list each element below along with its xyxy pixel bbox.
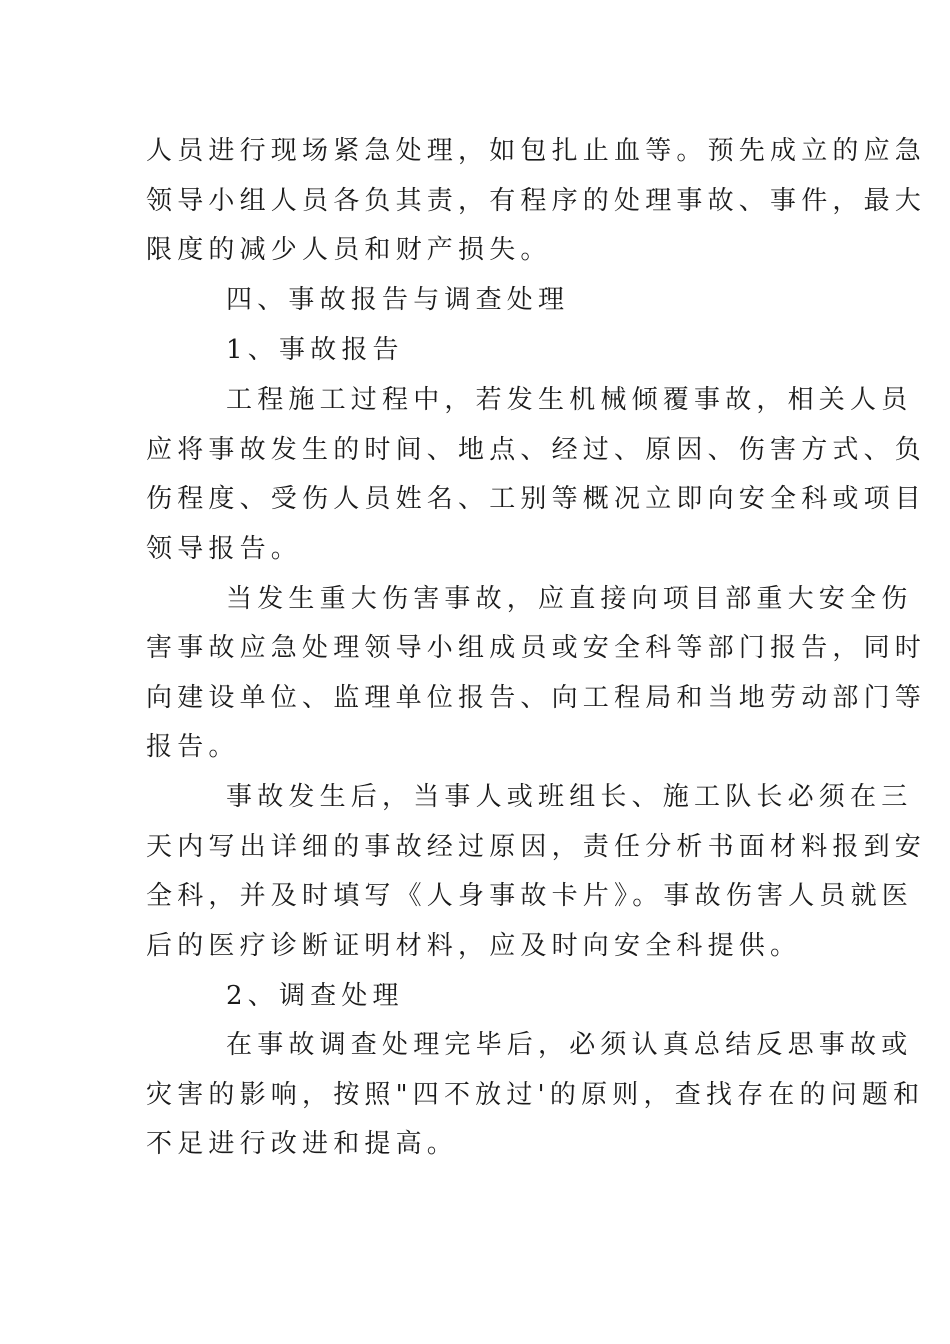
body-text-line: 全科，并及时填写《人身事故卡片》。事故伤害人员就医 (146, 881, 914, 911)
body-text-line: 害事故应急处理领导小组成员或安全科等部门报告，同时 (146, 633, 927, 663)
body-text-line: 人员进行现场紧急处理，如包扎止血等。预先成立的应急 (146, 136, 927, 166)
body-text-line: 工程施工过程中，若发生机械倾覆事故，相关人员 (226, 385, 913, 415)
subsection-heading: 2、调查处理 (226, 981, 404, 1011)
body-text-line: 领导报告。 (146, 534, 303, 564)
body-text-line: 在事故调查处理完毕后，必须认真总结反思事故或 (226, 1030, 913, 1060)
body-text-line: 不足进行改进和提高。 (146, 1129, 459, 1159)
section-heading: 四、事故报告与调查处理 (226, 285, 570, 315)
body-text-line: 限度的减少人员和财产损失。 (146, 235, 552, 265)
body-text-line: 应将事故发生的时间、地点、经过、原因、伤害方式、负 (146, 435, 927, 465)
body-text-line: 当发生重大伤害事故，应直接向项目部重大安全伤 (226, 584, 913, 614)
subsection-heading: 1、事故报告 (226, 335, 404, 365)
body-text-line: 报告。 (146, 732, 240, 762)
body-text-line: 向建设单位、监理单位报告、向工程局和当地劳动部门等 (146, 683, 927, 713)
body-text-line: 灾害的影响，按照"四不放过'的原则，查找存在的问题和 (146, 1080, 925, 1110)
body-text-line: 伤程度、受伤人员姓名、工别等概况立即向安全科或项目 (146, 484, 927, 514)
body-text-line: 事故发生后，当事人或班组长、施工队长必须在三 (226, 782, 913, 812)
body-text-line: 领导小组人员各负其责，有程序的处理事故、事件，最大 (146, 186, 927, 216)
body-text-line: 后的医疗诊断证明材料，应及时向安全科提供。 (146, 931, 802, 961)
body-text-line: 天内写出详细的事故经过原因，责任分析书面材料报到安 (146, 832, 927, 862)
